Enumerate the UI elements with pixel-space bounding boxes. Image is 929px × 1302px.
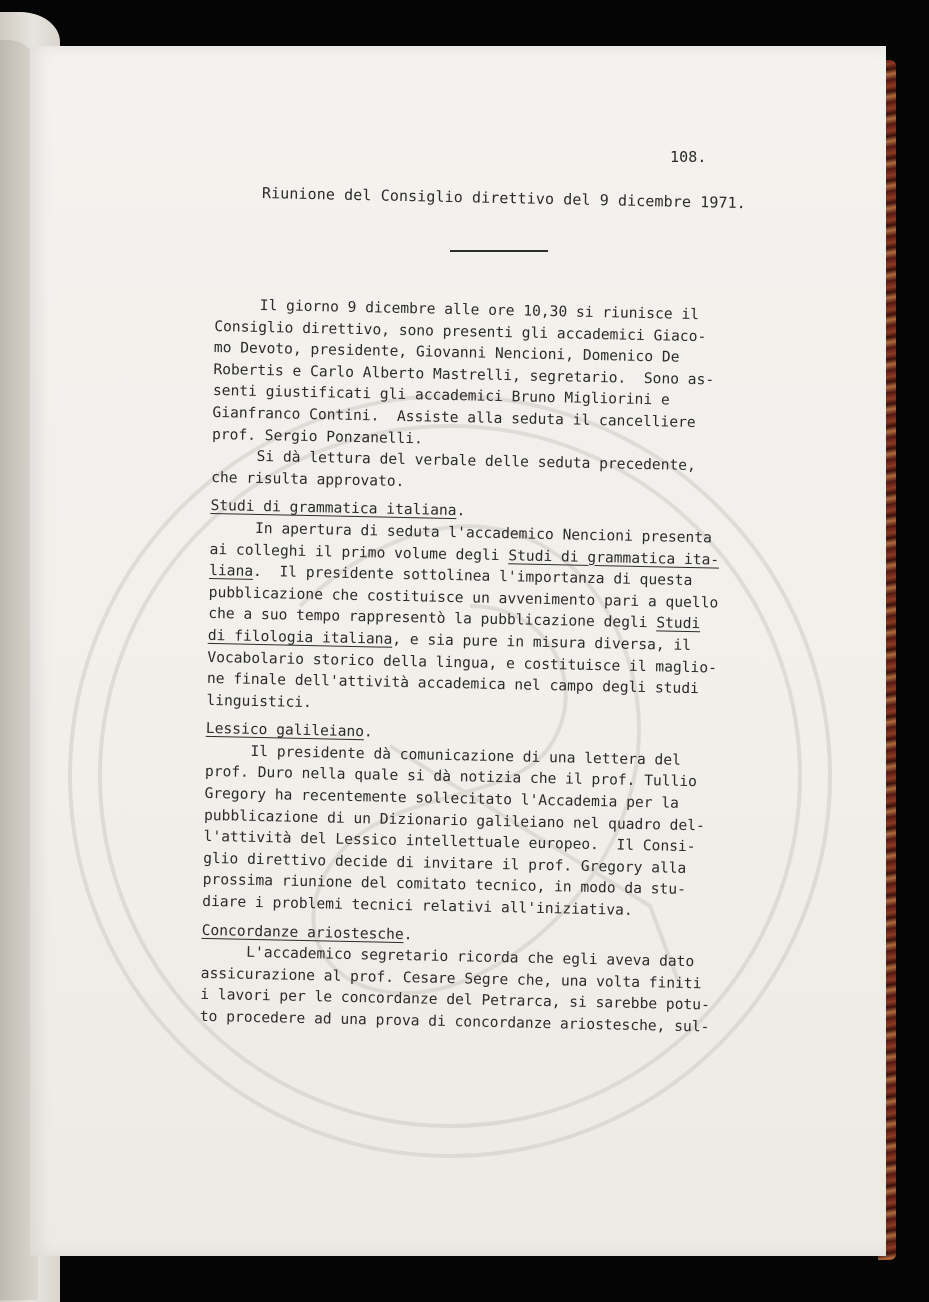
text-line: Il presidente dà comunicazione di una lettera del — [250, 742, 682, 769]
heading-period: . — [456, 502, 466, 520]
title-divider — [450, 250, 548, 252]
heading-period: . — [363, 723, 373, 741]
text-line: Il giorno 9 dicembre alle ore 10,30 si riunisce il — [259, 296, 700, 324]
text-line: che risulta approvato. — [210, 468, 405, 490]
text-line: linguistici. — [206, 691, 313, 711]
text-line: diare i problemi tecnici relativi all'iniziativa. — [202, 892, 633, 919]
underlined-title: Studi — [656, 614, 701, 633]
text-line: Vocabolario storico della lingua, e costituisce il maglio- — [207, 648, 718, 677]
heading-period: . — [403, 925, 413, 943]
section-heading-text: Studi di grammatica italiana — [210, 497, 457, 520]
underlined-title: di filologia italiana — [207, 626, 393, 648]
text-span: , e sia pure in misura diversa, il — [392, 630, 692, 654]
document-body — [200, 294, 735, 1038]
text-line: Gianfranco Contini. Assiste alla seduta il cancelliere — [212, 403, 696, 432]
text-span: che a suo tempo rappresentò la pubblicazione degli — [208, 605, 657, 632]
text-line: ne finale dell'attività accademica nel campo degli studi — [206, 670, 700, 698]
section-heading-text: Concordanze ariostesche — [201, 921, 404, 943]
underlined-title: liana — [209, 562, 254, 580]
text-line: prof. Sergio Ponzanelli. — [211, 425, 424, 447]
text-line: pubblicazione che costituisce un avvenimento pari a quello — [208, 583, 719, 612]
text-line: Si dà lettura del verbale delle seduta precedente, — [256, 448, 696, 475]
document-page — [30, 46, 886, 1256]
text-line: assicurazione al prof. Cesare Segre che, una volta finiti — [200, 964, 702, 993]
text-line: l'attività del Lessico intellettuale europeo. Il Consi- — [203, 828, 696, 856]
text-line: i lavori per le concordanze del Petrarca, si sarebbe potu- — [200, 986, 710, 1014]
document-title: Riunione del Consiglio direttivo del 9 dicembre 1971. — [261, 184, 747, 213]
text-line: prof. Duro nella quale si dà notizia che il prof. Tullio — [204, 763, 698, 791]
text-line: Consiglio direttivo, sono presenti gli accademici Giaco- — [214, 317, 707, 345]
text-line: mo Devoto, presidente, Giovanni Nencioni, Domenico De — [213, 339, 680, 366]
text-line: Gregory ha recentemente sollecitato l'Accademia per la — [204, 784, 680, 812]
page-number: 108. — [670, 148, 707, 166]
text-line: pubblicazione di un Dizionario galileiano nel quadro del- — [203, 806, 705, 835]
text-span: . Il presidente sottolinea l'importanza di questa — [252, 562, 693, 590]
text-line: Robertis e Carlo Alberto Mastrelli, segretario. Sono as- — [213, 360, 715, 389]
text-line: glio direttivo decide di invitare il prof. Gregory alla — [203, 849, 687, 877]
text-line: prossima riunione del comitato tecnico, in modo da stu- — [202, 871, 687, 899]
text-line: to procedere ad una prova di concordanze ariostesche, sul- — [199, 1007, 710, 1036]
section-heading-text: Lessico galileiano — [205, 720, 365, 741]
text-line: L'accademico segretario ricorda che egli aveva dato — [246, 944, 695, 971]
text-span: ai colleghi il primo volume degli — [209, 540, 509, 564]
text-line: In apertura di seduta l'accademico Nencioni presenta — [254, 519, 713, 547]
text-line: senti giustificati gli accademici Bruno Migliorini e — [212, 382, 670, 409]
underlined-title: Studi di grammatica ita- — [508, 546, 720, 569]
